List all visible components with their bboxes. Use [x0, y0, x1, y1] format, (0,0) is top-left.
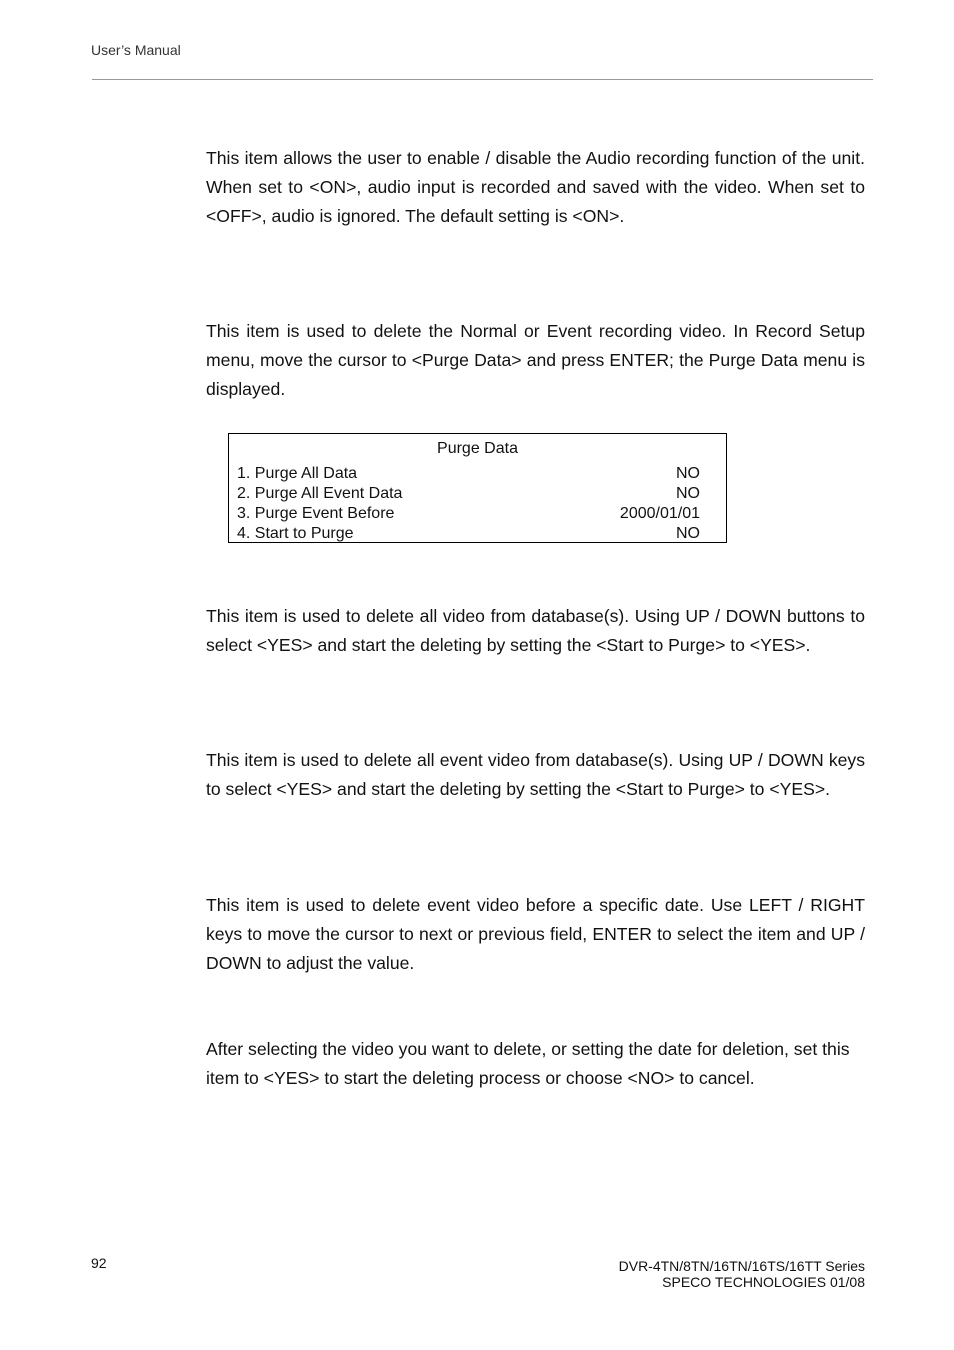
page-number: 92 [91, 1255, 107, 1271]
menu-row-value: 2000/01/01 [619, 505, 700, 522]
footer-info [619, 1258, 865, 1290]
menu-row-purge-event-before [237, 504, 700, 524]
menu-row-label: 2. Purge All Event Data [237, 485, 403, 502]
header-divider [92, 79, 873, 80]
menu-row-label: 4. Start to Purge [237, 525, 354, 542]
start-to-purge-paragraph: After selecting the video you want to delete, or setting the date for deletion, set this item to <YES> to start the deleting process or choose <NO> to cancel. [206, 1039, 850, 1088]
footer-company: SPECO TECHNOLOGIES 01/08 [662, 1274, 865, 1290]
footer-series: DVR-4TN/8TN/16TN/16TS/16TT Series [618, 1258, 865, 1274]
menu-row-purge-all-event-data [237, 484, 700, 504]
purge-data-menu-title: Purge Data [437, 440, 518, 457]
menu-row-value: NO [676, 465, 700, 482]
menu-row-label: 1. Purge All Data [237, 465, 358, 482]
purge-data-menu [228, 433, 727, 543]
menu-row-start-to-purge [237, 524, 700, 544]
purge-all-data-paragraph: This item is used to delete all video from database(s). Using UP / DOWN buttons to select <YES> and start the deleting by setting the <Start to Purge> to <YES>. [206, 606, 865, 655]
purge-all-event-data-paragraph: This item is used to delete all event video from database(s). Using UP / DOWN keys to select <YES> and start the deleting by setting the <Start to Purge> to <YES>. [206, 750, 865, 799]
purge-data-intro-paragraph: This item is used to delete the Normal or Event recording video. In Record Setup menu, move the cursor to <Purge Data> and press ENTER; the Purge Data menu is displayed. [206, 321, 865, 399]
running-header: User’s Manual [91, 42, 181, 58]
purge-event-before-paragraph: This item is used to delete event video before a specific date. Use LEFT / RIGHT keys to move the cursor to next or previous field, ENTER to select the item and UP / DOWN to adjust the value. [206, 895, 865, 973]
menu-row-value: NO [676, 485, 700, 502]
menu-row-purge-all-data [237, 464, 700, 484]
menu-row-label: 3. Purge Event Before [237, 505, 395, 522]
audio-paragraph: This item allows the user to enable / disable the Audio recording function of the unit. When set to <ON>, audio input is recorded and saved with the video. When set to <OFF>, audio is ignored. The default setting is <ON>. [206, 148, 865, 226]
menu-row-value: NO [676, 525, 700, 542]
